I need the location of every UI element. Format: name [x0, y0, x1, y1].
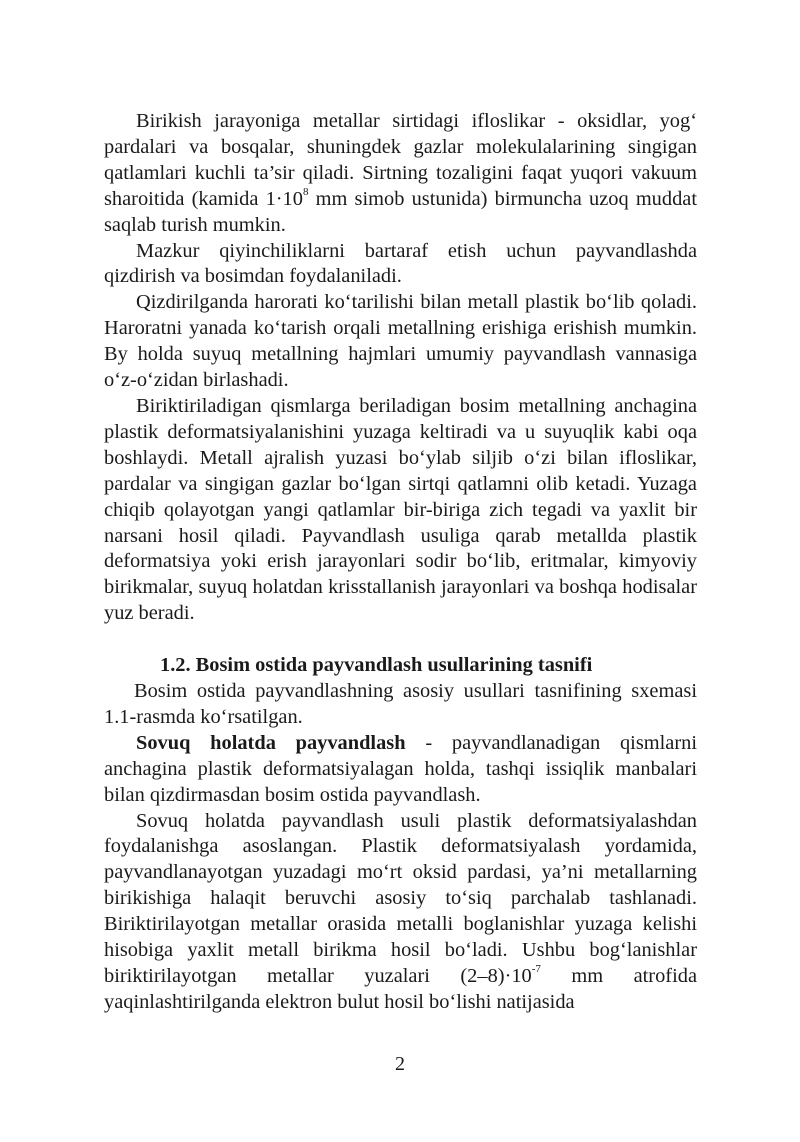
paragraph-3: Qizdirilganda harorati ko‘tarilishi bilan metall plastik bo‘lib qoladi. Haroratni yanada ko‘tarish orqali metallning erishiga erishish mumkin. By holda suyuq metallning hajmlari umumiy payvandlash vannasiga o‘z-o‘zidan birlashadi.	[104, 291, 697, 392]
paragraph-6-text: - payvandlanadigan qismlarni anchagina plastik deformatsiyalagan holda, tashqi issiqlik manbalari bilan qizdirmasdan bosim ostida payvandlash.	[104, 731, 697, 806]
paragraph-1-text-a: Birikish jarayoniga metallar sirtidagi ifloslikar - oksidlar, yog‘ pardalari va bosqalar, shuningdek gazlar molekulalarining singigan qatlamlari kuchli ta’sir qiladi. Sirtning tozaligini faqat yuqori vakuum sharoitida (kamida 1·10	[104, 110, 697, 210]
paragraph-1-text-b: mm simob ustunida) birmuncha uzoq muddat saqlab turish mumkin.	[104, 187, 697, 236]
superscript-exponent: 8	[302, 185, 309, 198]
section-spacer	[104, 627, 697, 653]
superscript-exponent: -7	[531, 963, 541, 976]
paragraph-4: Biriktiriladigan qismlarga beriladigan bosim metallning anchagina plastik deformatsiyalanishini yuzaga keltiradi va u suyuqlik kabi oqa boshlaydi. Metall ajralish yuzasi bo‘ylab siljib o‘zi bilan ifloslikar, pardalar va singigan gazlar bo‘lgan sirtqi qatlamni olib ketadi. Yuzaga chiqib qolayotgan yangi qatlamlar bir-biriga zich tegadi va yaxlit bir narsani hosil qiladi. Payvandlash usuliga qarab metallda plastik deformatsiya yoki erish jarayonlari sodir bo‘lib, eritmalar, kimyoviy birikmalar, suyuq holatdan krisstallanish jarayonlari va boshqa hodisalar yuz beradi.	[104, 394, 697, 625]
paragraph-6	[104, 731, 697, 809]
page-number: 2	[395, 1053, 405, 1075]
paragraph-7	[104, 809, 697, 1016]
paragraph-1	[104, 109, 697, 239]
section-heading: 1.2. Bosim ostida payvandlash usullarining tasnifi	[160, 654, 593, 677]
term-cold-welding: Sovuq holatda payvandlash	[136, 731, 406, 754]
page-body	[104, 109, 697, 1016]
paragraph-7-text-a: Sovuq holatda payvandlash usuli plastik deformatsiyalashdan foydalanishga asoslangan. Plastik deformatsiyalash yordamida, payvandlanayotgan yuzadagi mo‘rt oksid pardasi, ya’ni metallarning birikishiga halaqit beruvchi asosiy to‘siq parchalab tashlanadi. Biriktirilayotgan metallar orasida metalli boglanishlar yuzaga kelishi hisobiga yaxlit metall birikma hosil bo‘ladi. Ushbu bog‘lanishlar biriktirilayotgan metallar yuzalari (2–8)·10	[104, 809, 697, 987]
paragraph-2: Mazkur qiyinchiliklarni bartaraf etish uchun payvandlashda qizdirish va bosimdan foydalaniladi.	[104, 239, 697, 288]
paragraph-5: Bosim ostida payvandlashning asosiy usullari tasnifining sxemasi 1.1-rasmda ko‘rsatilgan.	[104, 680, 697, 728]
paragraph-7-text-b: mm atrofida yaqinlashtirilganda elektron bulut hosil bo‘lishi natijasida	[104, 965, 697, 1013]
